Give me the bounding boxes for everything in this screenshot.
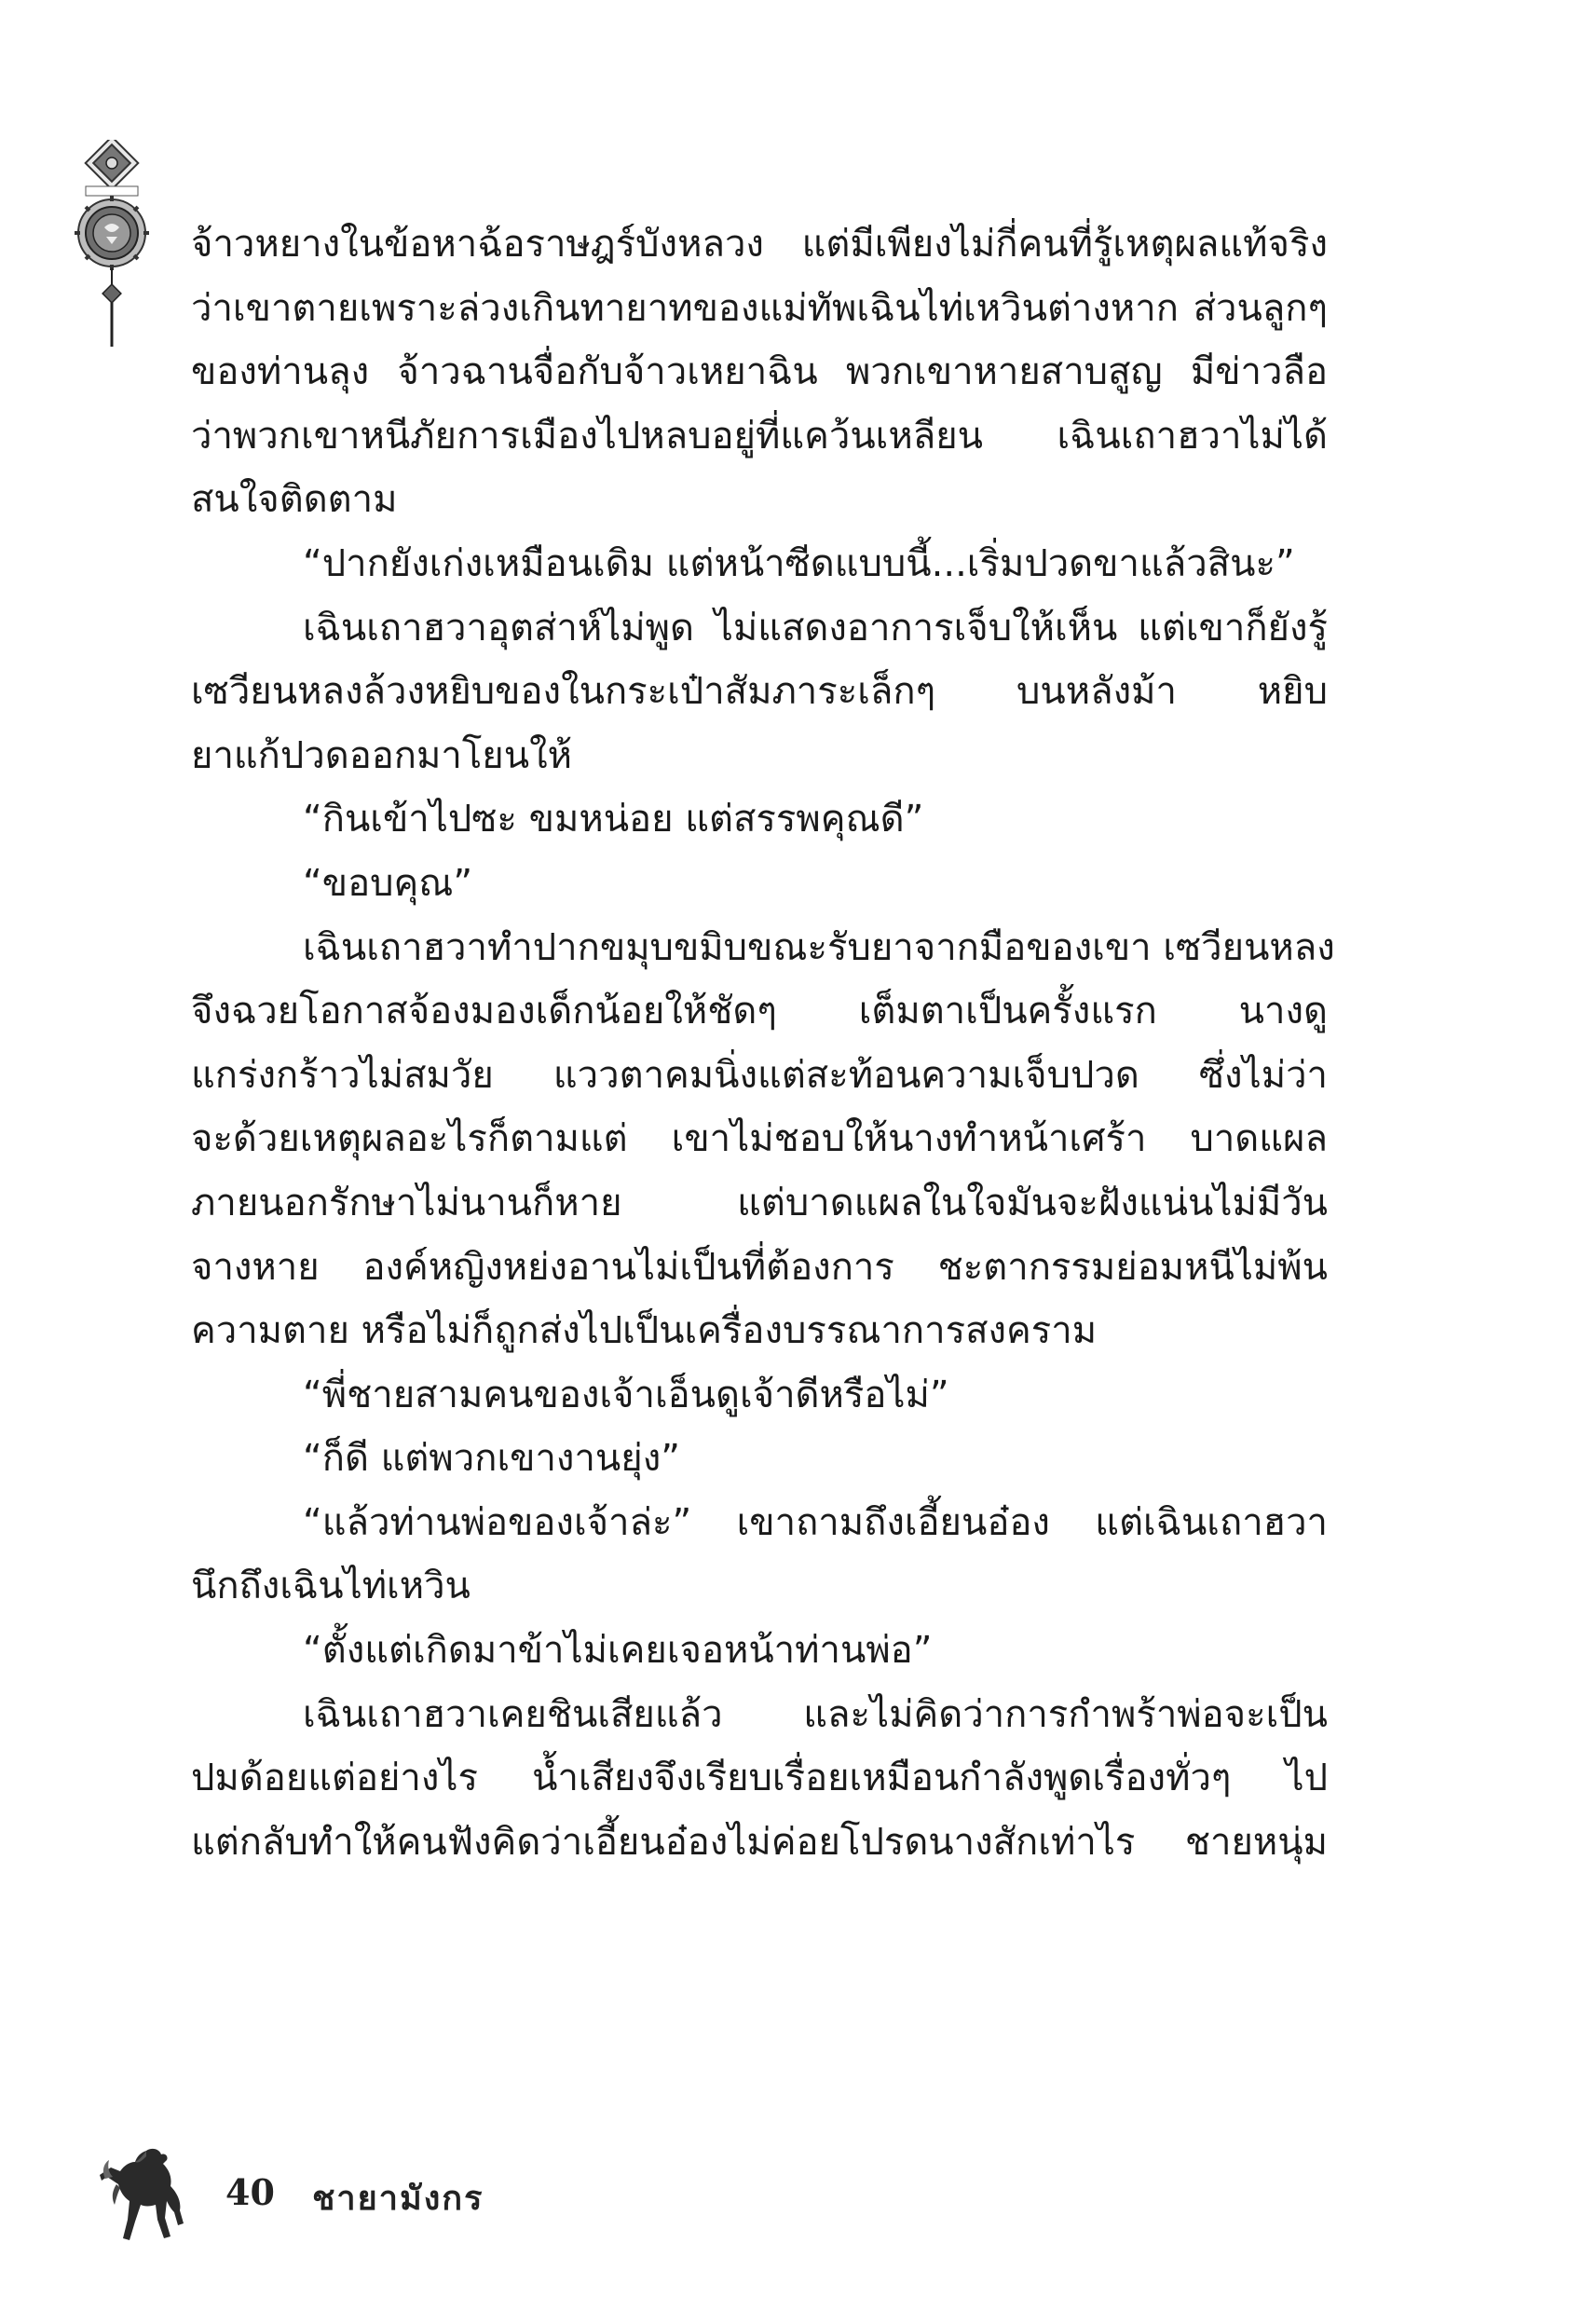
text-line: เฉินเถาฮวาทำปากขมุบขมิบขณะรับยาจากมือของเขา เซวียนหลง <box>303 925 1335 969</box>
text-line: “กินเข้าไปซะ ขมหน่อย แต่สรรพคุณดี” <box>303 798 924 841</box>
text-line: “ก็ดี แต่พวกเขางานยุ่ง” <box>303 1437 680 1481</box>
body-text <box>191 212 1335 1874</box>
text-line: ว่าเขาตายเพราะล่วงเกินทายาทของแม่ทัพเฉินไท่เหวินต่างหาก ส่วนลูกๆ <box>191 286 1328 330</box>
text-line: จึงฉวยโอกาสจ้องมองเด็กน้อยให้ชัดๆ เต็มตาเป็นครั้งแรก นางดู <box>191 990 1328 1033</box>
text-line: “ตั้งแต่เกิดมาข้าไม่เคยเจอหน้าท่านพ่อ” <box>303 1629 933 1673</box>
text-line: “แล้วท่านพ่อของเจ้าล่ะ” เขาถามถึงเอี้ยนอ๋อง แต่เฉินเถาฮวา <box>303 1500 1328 1544</box>
text-line: จ้าวหยางในข้อหาฉ้อราษฎร์บังหลวง แต่มีเพียงไม่กี่คนที่รู้เหตุผลแท้จริง <box>191 223 1328 266</box>
text-line: ว่าพวกเขาหนีภัยการเมืองไปหลบอยู่ที่แคว้นเหลียน เฉินเถาฮวาไม่ได้ <box>191 414 1328 458</box>
text-line: แกร่งกร้าวไม่สมวัย แววตาคมนิ่งแต่สะท้อนความเจ็บปวด ซึ่งไม่ว่า <box>191 1053 1328 1097</box>
text-line: “ขอบคุณ” <box>303 861 473 905</box>
text-line: จะด้วยเหตุผลอะไรก็ตามแต่ เขาไม่ชอบให้นางทำหน้าเศร้า บาดแผล <box>191 1117 1328 1161</box>
text-line: สนใจติดตาม <box>191 478 398 522</box>
text-line: ยาแก้ปวดออกมาโยนให้ <box>191 733 572 777</box>
text-line: นึกถึงเฉินไท่เหวิน <box>191 1565 471 1608</box>
chinese-knot-ornament-icon <box>65 140 158 354</box>
text-line: ปมด้อยแต่อย่างไร น้ำเสียงจึงเรียบเรื่อยเหมือนกำลังพูดเรื่องทั่วๆ ไป <box>191 1757 1328 1800</box>
horse-icon <box>98 2143 191 2246</box>
text-line: “ปากยังเก่งเหมือนเดิม แต่หน้าซีดแบบนี้...เริ่มปวดขาแล้วสินะ” <box>303 541 1295 585</box>
text-line: เฉินเถาฮวาอุตส่าห์ไม่พูด ไม่แสดงอาการเจ็บให้เห็น แต่เขาก็ยังรู้ <box>303 606 1328 650</box>
text-line: เฉินเถาฮวาเคยชินเสียแล้ว และไม่คิดว่าการกำพร้าพ่อจะเป็น <box>303 1692 1328 1736</box>
text-line: ภายนอกรักษาไม่นานก็หาย แต่บาดแผลในใจมันจะฝังแน่นไม่มีวัน <box>191 1181 1328 1224</box>
book-title: ชายามังกร <box>312 2179 484 2218</box>
text-line: “พี่ชายสามคนของเจ้าเอ็นดูเจ้าดีหรือไม่” <box>303 1373 949 1416</box>
text-line: เซวียนหลงล้วงหยิบของในกระเป๋าสัมภาระเล็กๆ บนหลังม้า หยิบ <box>191 670 1328 714</box>
page-number: 40 <box>225 2171 275 2213</box>
text-line: จางหาย องค์หญิงหย่งอานไม่เป็นที่ต้องการ ชะตากรรมย่อมหนีไม่พ้น <box>191 1245 1328 1289</box>
text-line: ความตาย หรือไม่ก็ถูกส่งไปเป็นเครื่องบรรณาการสงคราม <box>191 1309 1098 1353</box>
text-line: ของท่านลุง จ้าวฉานจื่อกับจ้าวเหยาฉิน พวกเขาหายสาบสูญ มีข่าวลือ <box>191 350 1328 394</box>
page-footer <box>98 2143 564 2255</box>
text-line: แต่กลับทำให้คนฟังคิดว่าเอี้ยนอ๋องไม่ค่อยโปรดนางสักเท่าไร ชายหนุ่ม <box>191 1820 1328 1864</box>
